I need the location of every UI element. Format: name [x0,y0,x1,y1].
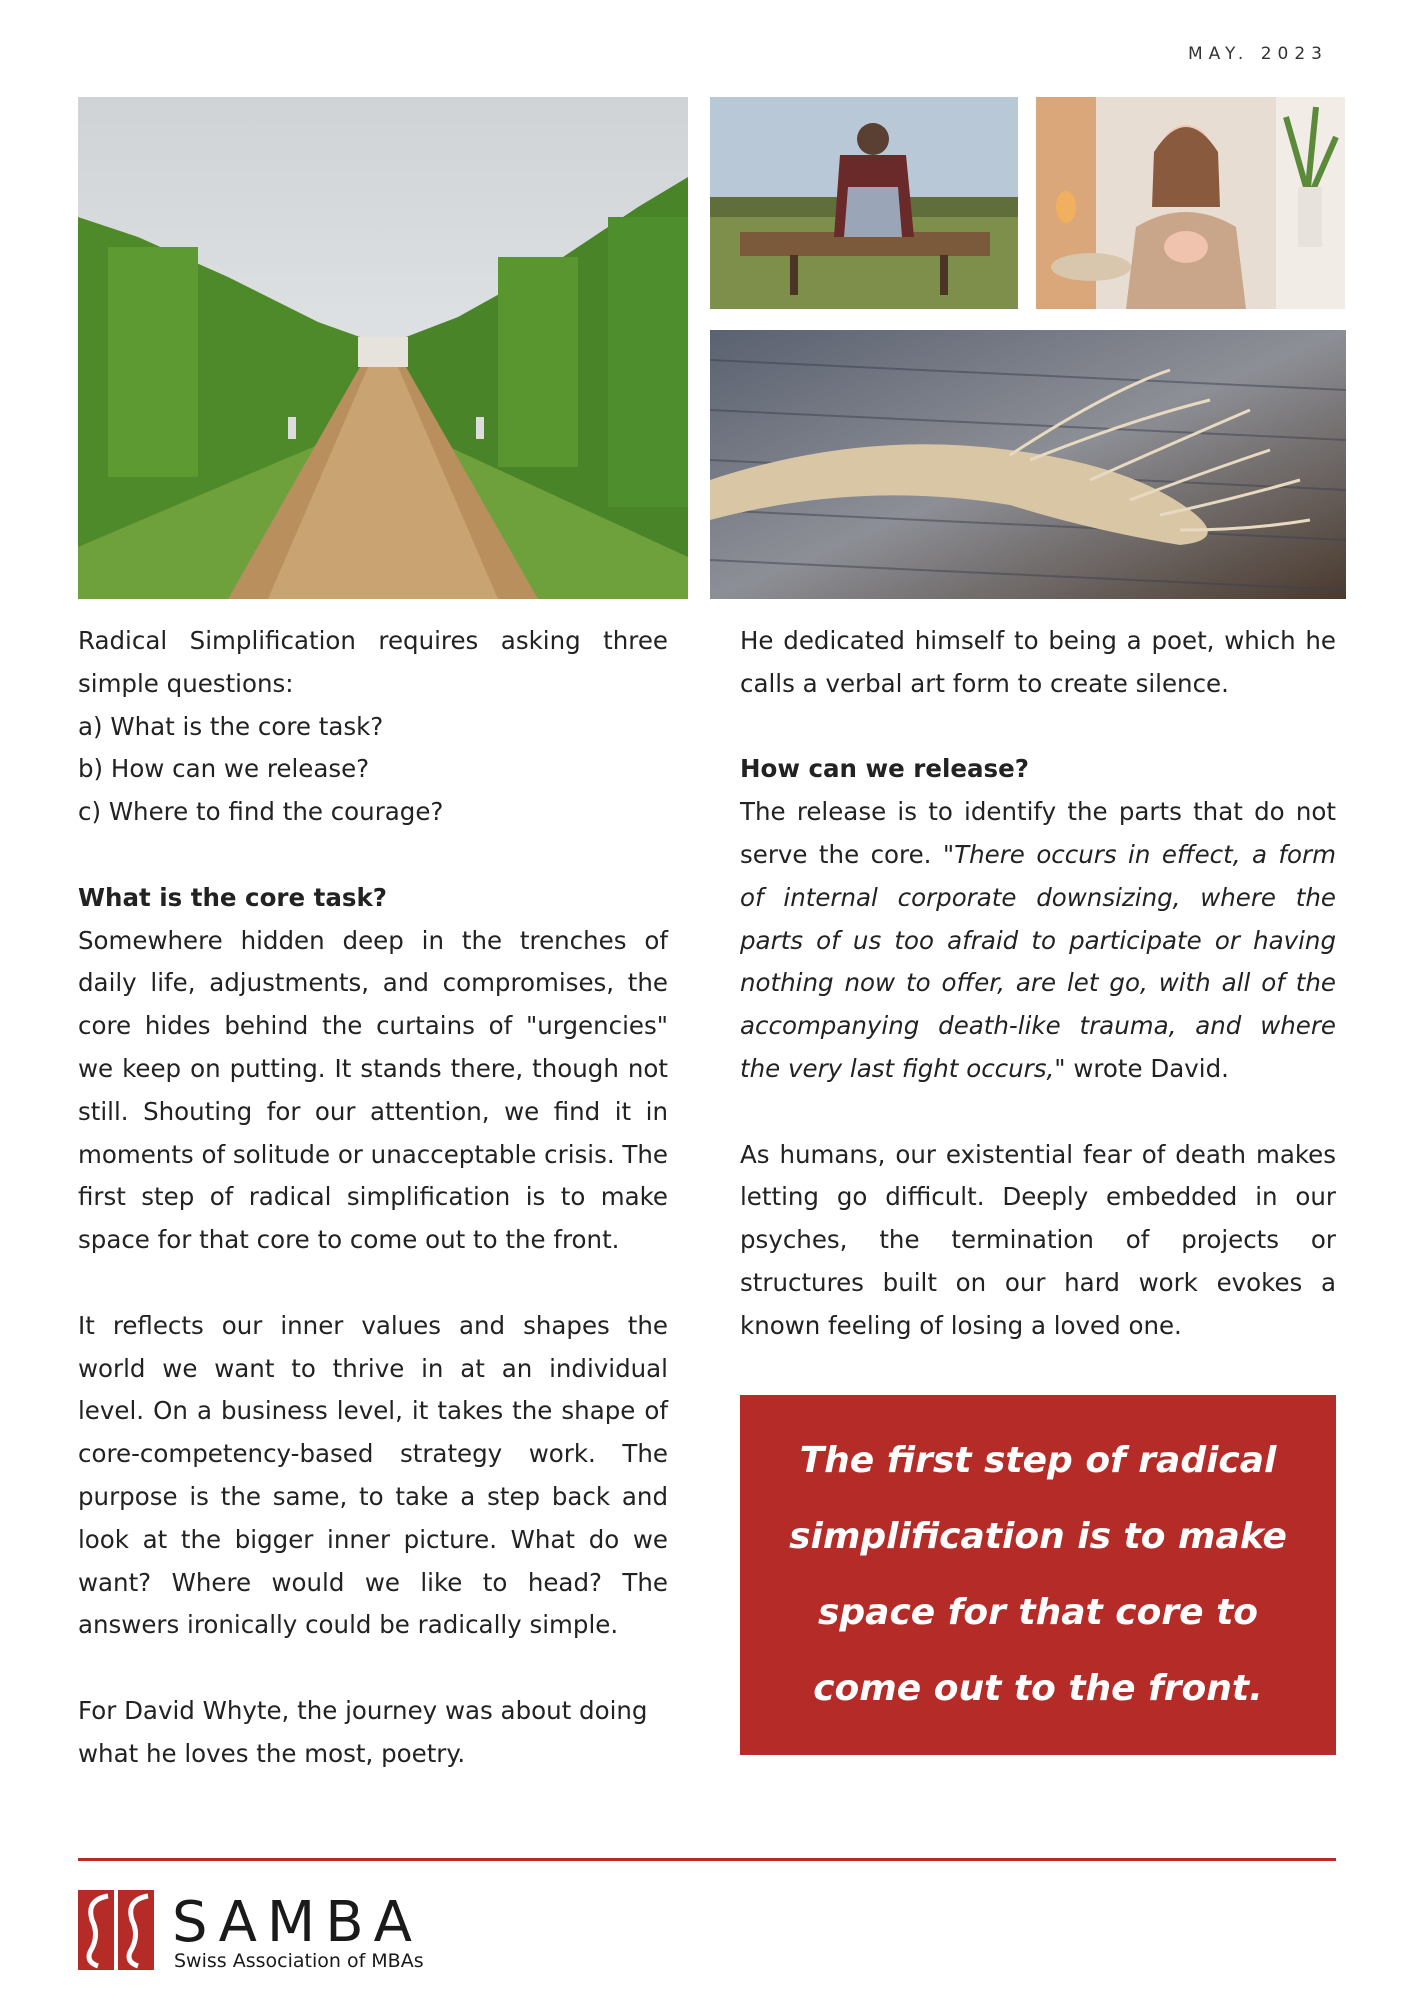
samba-logo-mark-icon [78,1890,156,1970]
question-a: a) What is the core task? [78,711,384,741]
question-c: c) Where to find the courage? [78,797,444,827]
david-whyte-quote: There occurs in effect, a form of internal corporate downsizing, where the parts of us too afraid to participate or having nothing now to offer, are let go, with all of the accompanying death-like trauma, and where the very last fight occurs, [740,839,1336,1083]
samba-logo [78,1890,478,1970]
man-on-bench-photo [710,97,1018,309]
frayed-rope-photo [710,330,1346,599]
release-text-start: The release is to identify the parts that do not serve the core. " [740,797,1336,869]
issue-date: MAY. 2023 [1188,44,1328,64]
logo-subtitle: Swiss Association of MBAs [174,1950,424,1972]
pull-quote-box [740,1395,1336,1755]
garden-path-photo [78,97,688,599]
left-column [78,620,668,1776]
david-whyte-paragraph: For David Whyte, the journey was about doing what he loves the most, poetry. [78,1695,648,1768]
section-heading-core-task: What is the core task? [78,882,387,912]
intro-paragraph: Radical Simplification requires asking three simple questions: [78,626,668,698]
section-heading-release: How can we release? [740,754,1029,784]
fear-of-death-paragraph: As humans, our existential fear of death makes letting go difficult. Deeply embedded in our psyches, the termination of projects or structures built on our hard work evokes a known feeling of losing a loved one. [740,1139,1336,1340]
right-column [740,620,1336,1348]
pull-quote-text: The first step of radical simplification is to make space for that core to come out to the front. [789,1440,1287,1709]
poet-paragraph: He dedicated himself to being a poet, which he calls a verbal art form to create silence. [740,626,1336,698]
woman-meditating-photo [1036,97,1345,309]
release-text-end: " wrote David. [1054,1053,1229,1083]
footer-divider [78,1858,1336,1861]
logo-wordmark: SAMBA [172,1890,422,1955]
release-paragraph [740,791,1336,1091]
inner-values-paragraph: It reflects our inner values and shapes the world we want to thrive in at an individual level. On a business level, it takes the shape of core-competency-based strategy work. The purpose is the same, to take a step back and look at the bigger inner picture. What do we want? Where would we like to head? The answers ironically could be radically simple. [78,1310,668,1640]
question-b: b) How can we release? [78,754,370,784]
core-task-paragraph: Somewhere hidden deep in the trenches of daily life, adjustments, and compromises, the core hides behind the curtains of "urgencies" we keep on putting. It stands there, though not still. Shouting for our attention, we find it in moments of solitude or unacceptable crisis. The first step of radical simplification is to make space for that core to come out to the front. [78,925,668,1255]
